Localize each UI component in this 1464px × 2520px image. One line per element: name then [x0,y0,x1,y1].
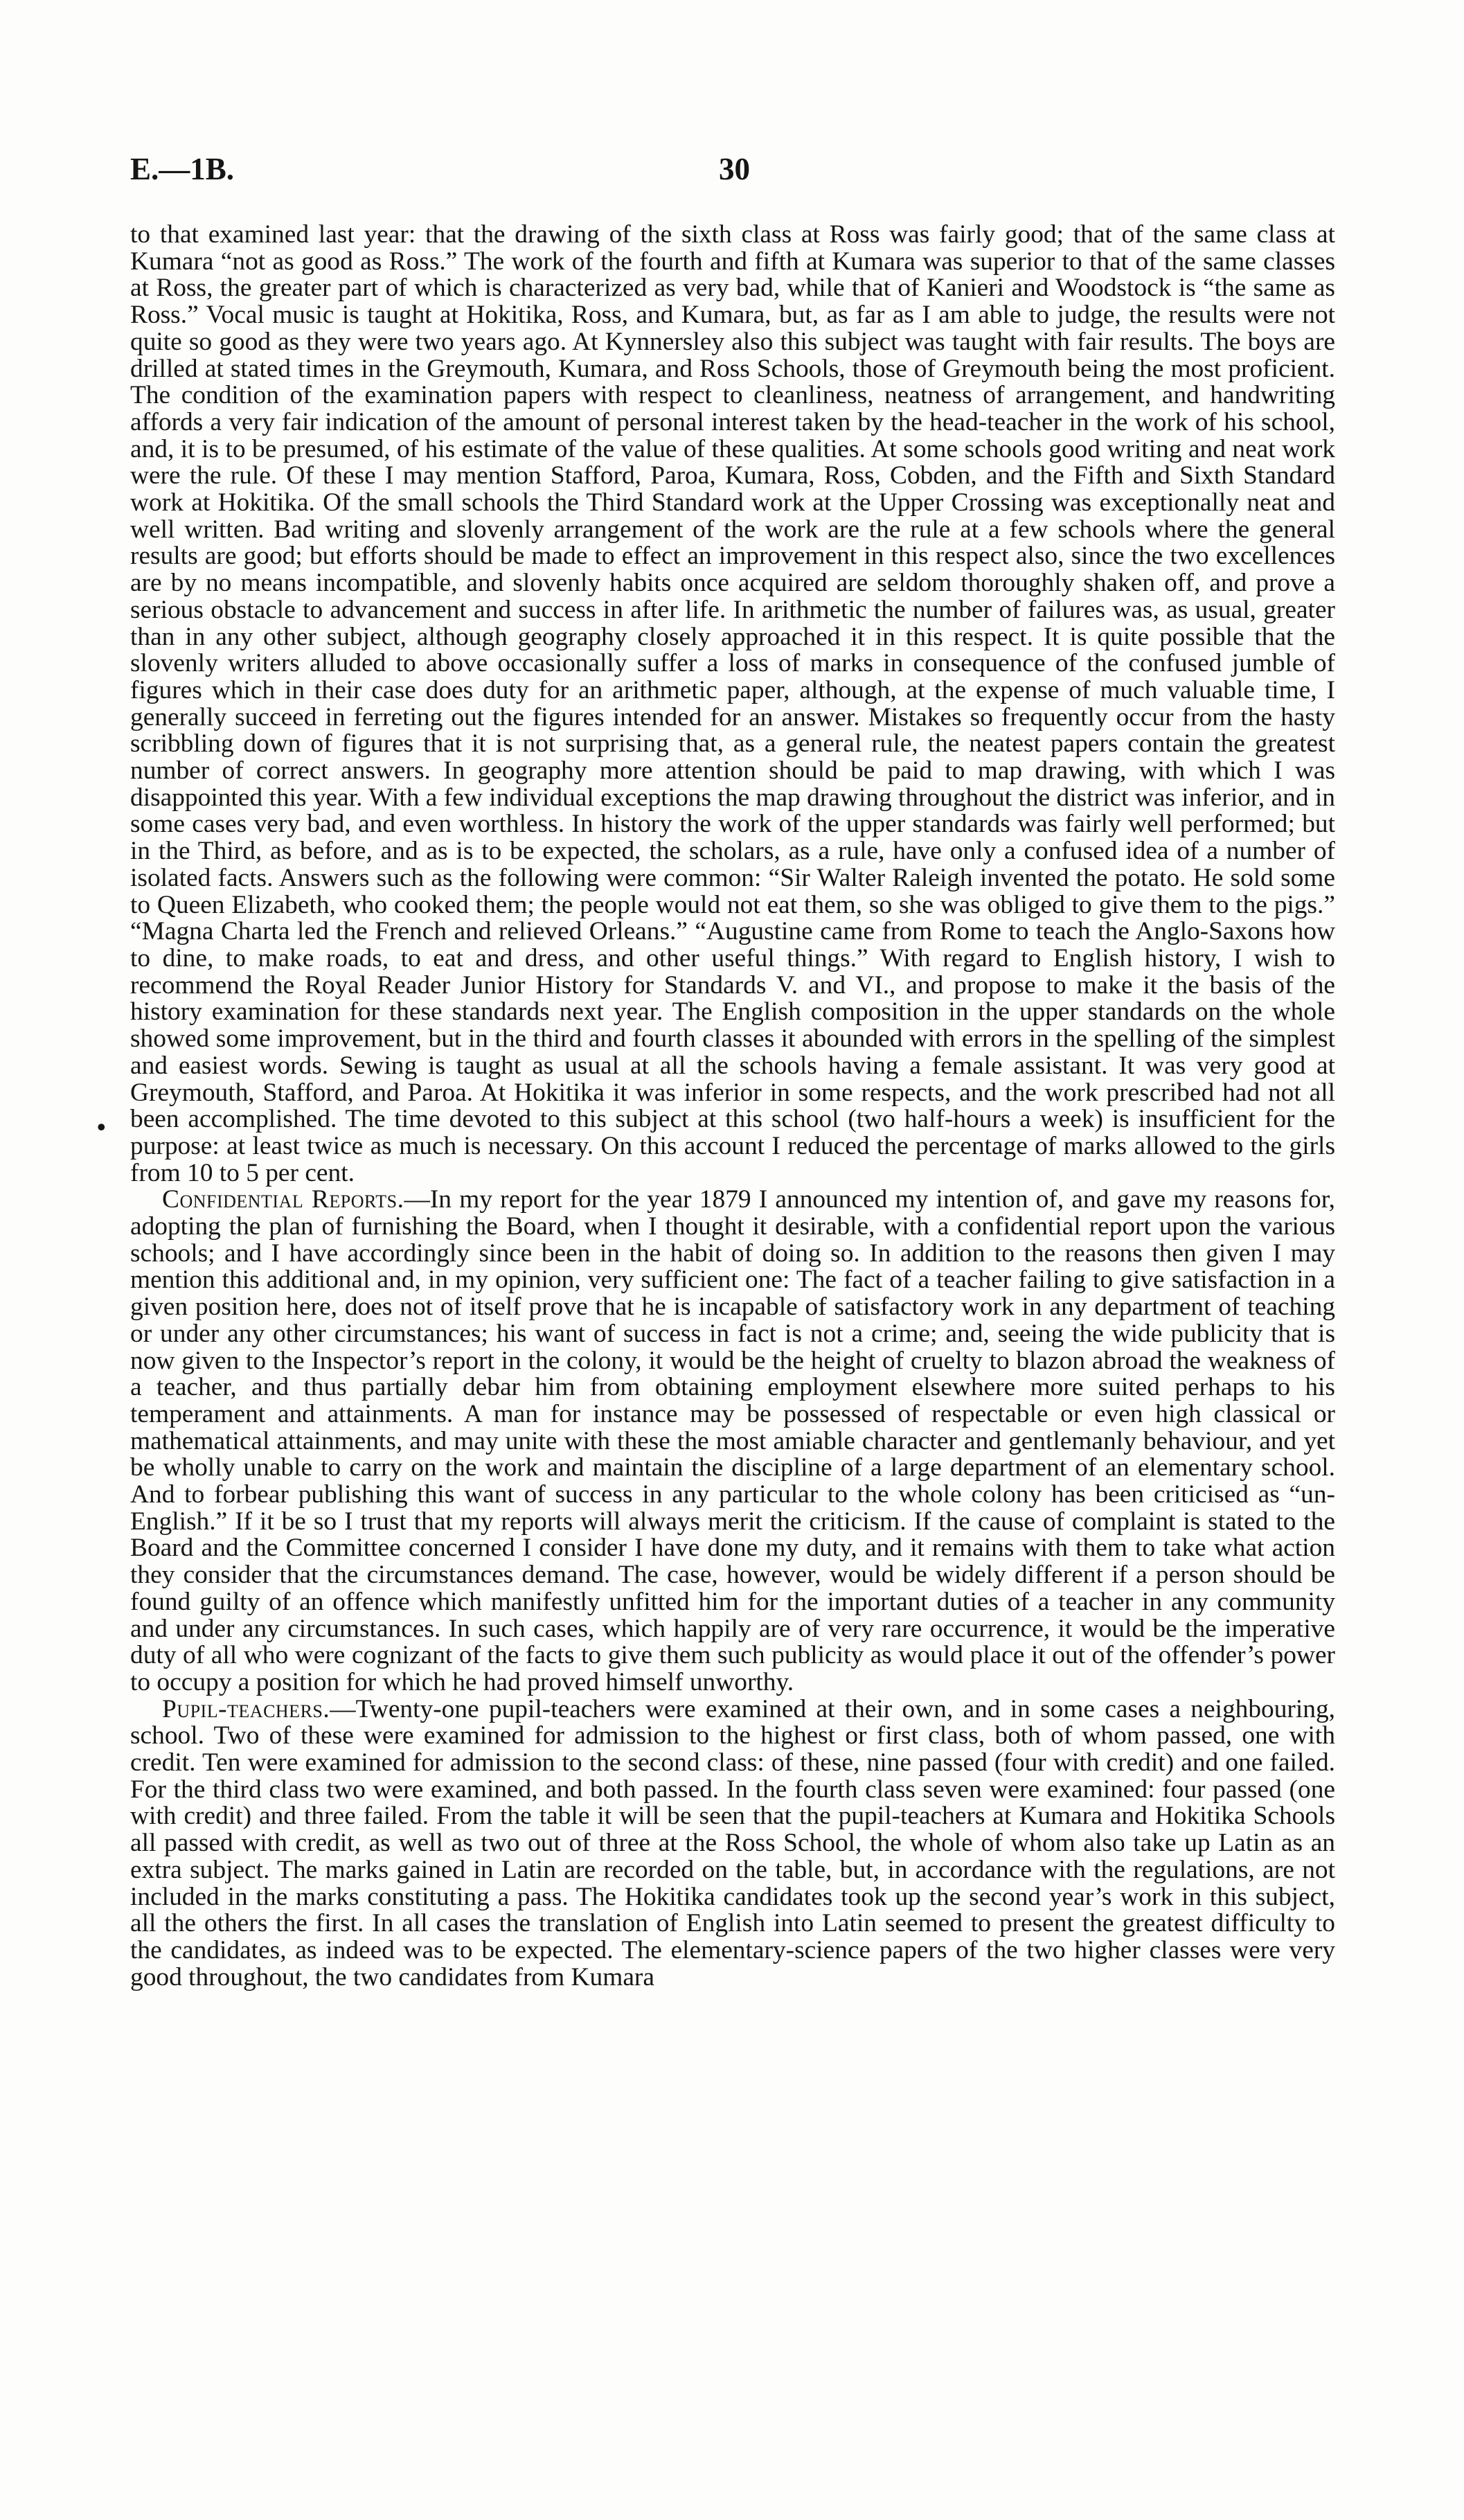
margin-mark: • [97,1113,106,1141]
document-code: E.—1B. [130,152,235,186]
body-text [130,222,1335,1991]
paragraph-drawing-and-subjects [130,222,1335,1187]
page-number: 30 [719,152,750,186]
page-header [130,151,1335,193]
paragraph-pupil-teachers [130,1696,1335,1991]
paragraph-text: to that examined last year: that the drawing of the sixth class at Ross was fairly good; that of the same class at Kumara “not as good as Ross.” The work of the fourth and fifth at Kumara was superior to that of the same classes at Ross, the greater part of which is characterized as very bad, while that of Kanieri and Woodstock is “the same as Ross.” Vocal music is taught at Hokitika, Ross, and Kumara, but, as far as I am able to judge, the results were not quite so good as they were two years ago. At Kynnersley also this subject was taught with fair results. The boys are drilled at stated times in the Greymouth, Kumara, and Ross Schools, those of Greymouth being the most proficient. The condition of the examination papers with respect to cleanliness, neatness of arrangement, and handwriting affords a very fair indication of the amount of personal interest taken by the head-teacher in the work of his school, and, it is to be presumed, of his estimate of the value of these qualities. At some schools good writing and neat work were the rule. Of these I may mention Stafford, Paroa, Kumara, Ross, Cobden, and the Fifth and Sixth Standard work at Hokitika. Of the small schools the Third Standard work at the Upper Crossing was exceptionally neat and well written. Bad writing and slovenly arrangement of the work are the rule at a few schools where the general results are good; but efforts should be made to effect an improvement in this respect also, since the two excellences are by no means incompatible, and slovenly habits once acquired are seldom thoroughly shaken off, and prove a serious obstacle to advancement and success in after life. In arithmetic the number of failures was, as usual, greater than in any other subject, although geography closely approached it in this respect. It is quite possible that the slovenly writers alluded to above occasionally suffer a loss of marks in consequence of the confused jumble of figures which in their case does duty for an arithmetic paper, although, at the expense of much valuable time, I generally succeed in ferreting out the figures intended for an answer. Mistakes so frequently occur from the hasty scribbling down of figures that it is not surprising that, as a general rule, the neatest papers contain the greatest number of correct answers. In geography more attention should be paid to map drawing, with which I was disappointed this year. With a few individual exceptions the map drawing throughout the district was inferior, and in some cases very bad, and even worthless. In history the work of the upper standards was fairly well performed; but in the Third, as before, and as is to be expected, the scholars, as a rule, have only a confused idea of a number of isolated facts. Answers such as the following were common: “Sir Walter Raleigh invented the potato. He sold some to Queen Elizabeth, who cooked them; the people would not eat them, so she was obliged to give them to the pigs.” “Magna Charta led the French and relieved Orleans.” “Augustine came from Rome to teach the Anglo-Saxons how to dine, to make roads, to eat and dress, and other useful things.” With regard to English history, I wish to recommend the Royal Reader Junior History for Standards V. and VI., and propose to make it the basis of the history examination for these standards next year. The English composition in the upper standards on the whole showed some improvement, but in the third and fourth classes it abounded with errors in the spelling of the simplest and easiest words. Sewing is taught as usual at all the schools having a female assistant. It was very good at Greymouth, Stafford, and Paroa. At Hokitika it was inferior in some respects, and the work prescribed had not all been accomplished. The time devoted to this subject at this school (two half-hours a week) is insufficient for the purpose: at least twice as much is necessary. On this account I reduced the percentage of marks allowed to the girls from 10 to 5 per cent. [130,220,1335,1187]
paragraph-confidential-reports [130,1187,1335,1696]
section-heading: Pupil-teachers. [162,1694,330,1723]
paragraph-text: —Twenty-one pupil-teachers were examined at their own, and in some cases a neighbouring, school. Two of these were examined for admission to the highest or first class, both of whom passed, one with credit. Ten were examined for admission to the second class: of these, nine passed (four with credit) and one failed. For the third class two were examined, and both passed. In the fourth class seven were examined: four passed (one with credit) and three failed. From the table it will be seen that the pupil-teachers at Kumara and Hokitika Schools all passed with credit, as well as two out of three at the Ross School, the whole of whom also take up Latin as an extra subject. The marks gained in Latin are recorded on the table, but, in accordance with the regulations, are not included in the marks constituting a pass. The Hokitika candidates took up the second year’s work in this subject, all the others the first. In all cases the translation of English into Latin seemed to present the greatest difficulty to the candidates, as indeed was to be expected. The elementary-science papers of the two higher classes were very good throughout, the two candidates from Kumara [130,1694,1335,1991]
paragraph-text: —In my report for the year 1879 I announced my intention of, and gave my reasons for, adopting the plan of furnishing the Board, when I thought it desirable, with a confidential report upon the various schools; and I have accordingly since been in the habit of doing so. In addition to the reasons then given I may mention this additional and, in my opinion, very sufficient one: The fact of a teacher failing to give satisfaction in a given position here, does not of itself prove that he is incapable of satisfactory work in any department of teaching or under any other circumstances; his want of success in fact is not a crime; and, seeing the wide publicity that is now given to the Inspector’s report in the colony, it would be the height of cruelty to blazon abroad the weakness of a teacher, and thus partially debar him from obtaining employment elsewhere more suited perhaps to his temperament and attainments. A man for instance may be possessed of respectable or even high classical or mathematical attainments, and may unite with these the most amiable character and gentlemanly behaviour, and yet be wholly unable to carry on the work and maintain the discipline of a large department of an elementary school. And to forbear publishing this want of success in any particular to the whole colony has been criticised as “un-English.” If it be so I trust that my reports will always merit the criticism. If the cause of complaint is stated to the Board and the Committee concerned I consider I have done my duty, and it remains with them to take what action they consider that the circumstances demand. The case, however, would be widely different if a person should be found guilty of an offence which manifestly unfitted him for the important duties of a teacher in any community and under any circumstances. In such cases, which happily are of very rare occurrence, it would be the imperative duty of all who were cognizant of the facts to give them such publicity as would place it out of the offender’s power to occupy a position for which he had proved himself unworthy. [130,1185,1335,1696]
section-heading: Confidential Reports. [162,1185,404,1214]
